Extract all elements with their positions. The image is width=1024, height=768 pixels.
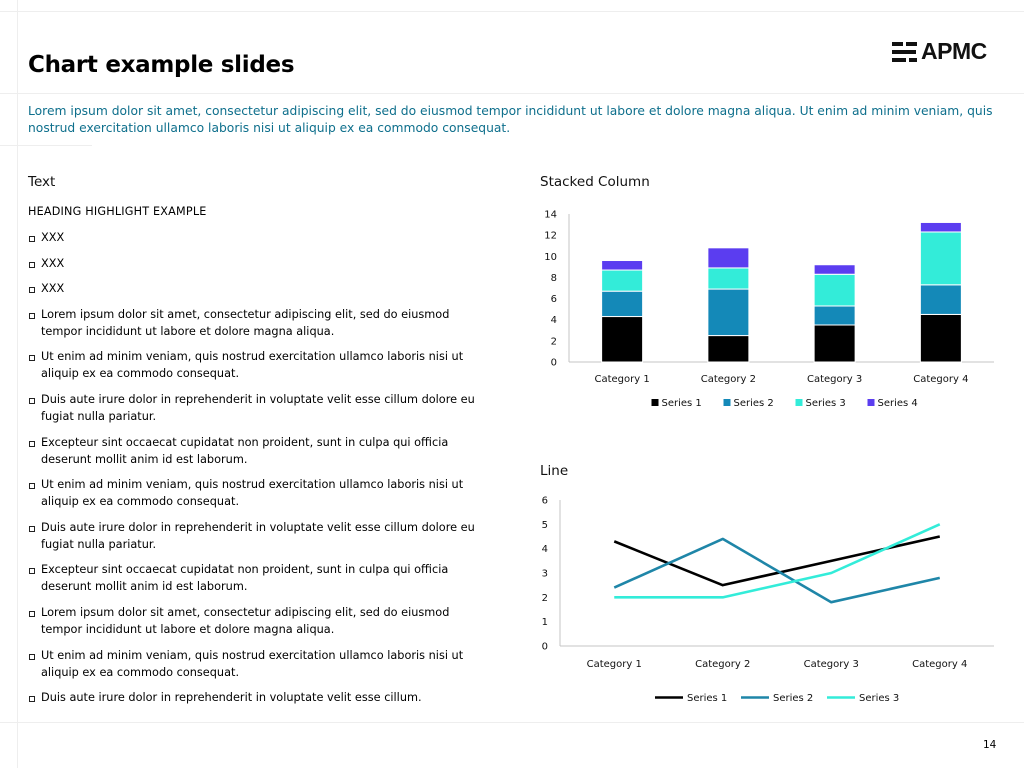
bar-segment [708, 268, 749, 289]
line-chart [530, 490, 1010, 715]
guide-bottom [0, 722, 1024, 723]
apmc-logo-icon [892, 40, 918, 64]
stacked-column-chart [530, 200, 1010, 425]
y-tick-label: 4 [541, 544, 548, 556]
text-section-heading: Text [28, 174, 56, 190]
slide-subtitle: Lorem ipsum dolor sit amet, consectetur adipiscing elit, sed do eiusmod tempor incididunt ut labore et dolore magna aliqua. Ut enim ad minim veniam, quis nostrud exercitation ullamco laboris nisi ut aliquip ex ea commodo consequat. [28, 104, 993, 135]
y-tick-label: 6 [541, 495, 548, 507]
legend-swatch [796, 399, 803, 406]
y-tick-label: 0 [550, 357, 557, 369]
legend-label: Series 2 [733, 398, 774, 409]
x-tick-label: Category 3 [803, 659, 859, 670]
legend-label: Series 1 [661, 398, 702, 409]
bar-segment [814, 265, 855, 275]
y-tick-label: 1 [541, 617, 548, 629]
slide-title: Chart example slides [28, 52, 295, 78]
legend-label: Series 4 [877, 398, 918, 409]
bullet-item: Excepteur sint occaecat cupidatat non proident, sunt in culpa qui officia deserunt mollit anim id est laborum. [28, 561, 478, 595]
bullet-item: Duis aute irure dolor in reprehenderit in voluptate velit esse cillum. [28, 689, 478, 706]
bar-segment [708, 336, 749, 362]
x-tick-label: Category 1 [594, 374, 650, 385]
y-tick-label: 0 [541, 641, 548, 653]
bullet-item: Lorem ipsum dolor sit amet, consectetur adipiscing elit, sed do eiusmod tempor incididunt ut labore et dolore magna aliqua. [28, 306, 478, 340]
x-tick-label: Category 2 [700, 374, 756, 385]
guide-header [0, 93, 1024, 94]
bar-segment [708, 248, 749, 268]
bar-segment [814, 274, 855, 306]
series-line [614, 537, 940, 586]
bar-segment [920, 222, 961, 232]
y-tick-label: 5 [541, 519, 548, 531]
x-tick-label: Category 4 [912, 659, 968, 670]
legend-swatch [652, 399, 659, 406]
bullet-item: Excepteur sint occaecat cupidatat non proident, sunt in culpa qui officia deserunt mollit anim id est laborum. [28, 434, 478, 468]
legend-label: Series 1 [687, 693, 728, 704]
guide-top [0, 11, 1024, 12]
guide-left [17, 0, 18, 768]
legend-swatch [868, 399, 875, 406]
guide-subtitle [0, 145, 92, 146]
x-tick-label: Category 1 [586, 659, 642, 670]
bar-segment [814, 325, 855, 362]
y-tick-label: 6 [550, 294, 557, 306]
x-tick-label: Category 4 [913, 374, 969, 385]
x-tick-label: Category 3 [807, 374, 863, 385]
legend-label: Series 3 [805, 398, 846, 409]
bullet-item: Ut enim ad minim veniam, quis nostrud exercitation ullamco laboris nisi ut aliquip ex ea commodo consequat. [28, 647, 478, 681]
legend-swatch [724, 399, 731, 406]
bullet-item: Duis aute irure dolor in reprehenderit in voluptate velit esse cillum dolore eu fugiat nulla pariatur. [28, 519, 478, 553]
page-number: 14 [983, 739, 997, 751]
bar-segment [708, 289, 749, 336]
y-tick-label: 2 [550, 336, 557, 348]
bullet-item: Lorem ipsum dolor sit amet, consectetur adipiscing elit, sed do eiusmod tempor incididunt ut labore et dolore magna aliqua. [28, 604, 478, 638]
y-tick-label: 12 [544, 230, 557, 242]
legend-label: Series 3 [859, 693, 900, 704]
bullet-item: Ut enim ad minim veniam, quis nostrud exercitation ullamco laboris nisi ut aliquip ex ea commodo consequat. [28, 476, 478, 510]
x-tick-label: Category 2 [695, 659, 751, 670]
bullet-item: XXX [28, 229, 478, 246]
legend-label: Series 2 [773, 693, 814, 704]
line-chart-title: Line [540, 463, 569, 479]
bullet-item: Duis aute irure dolor in reprehenderit in voluptate velit esse cillum dolore eu fugiat nulla pariatur. [28, 391, 478, 425]
bar-segment [920, 232, 961, 285]
apmc-logo: APMC [921, 38, 987, 64]
text-panel [28, 205, 478, 715]
bar-segment [602, 270, 643, 291]
bar-segment [920, 285, 961, 315]
bar-segment [602, 261, 643, 271]
bullet-item: Ut enim ad minim veniam, quis nostrud exercitation ullamco laboris nisi ut aliquip ex ea commodo consequat. [28, 348, 478, 382]
y-tick-label: 10 [544, 251, 557, 263]
bar-segment [920, 314, 961, 362]
y-tick-label: 2 [541, 592, 548, 604]
y-tick-label: 14 [544, 209, 557, 221]
bullet-item: XXX [28, 280, 478, 297]
y-tick-label: 8 [550, 272, 557, 284]
bar-segment [602, 291, 643, 316]
heading-highlight: HEADING HIGHLIGHT EXAMPLE [28, 205, 207, 218]
y-tick-label: 4 [550, 315, 557, 327]
y-tick-label: 3 [541, 568, 548, 580]
bar-segment [602, 317, 643, 362]
stacked-chart-title: Stacked Column [540, 174, 650, 190]
bullet-item: XXX [28, 255, 478, 272]
bar-segment [814, 306, 855, 325]
bullet-list [28, 229, 478, 706]
